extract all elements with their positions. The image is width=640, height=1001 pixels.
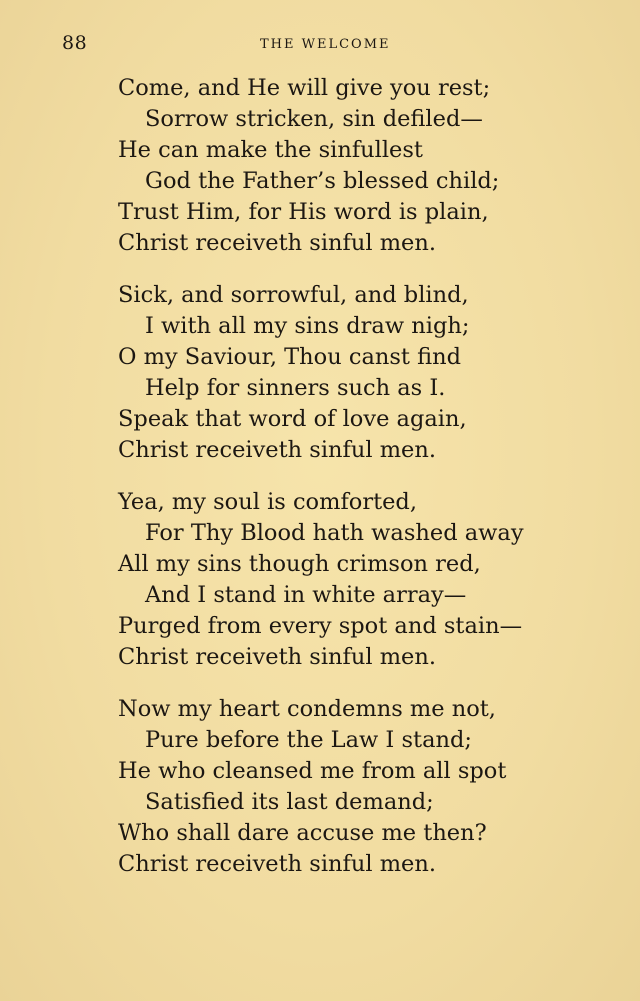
stanza-line: Come, and He will give you rest; bbox=[118, 75, 491, 101]
stanza-line: Christ receiveth sinful men. bbox=[118, 230, 436, 256]
stanza-line: Pure before the Law I stand; bbox=[145, 727, 472, 753]
stanza-4 bbox=[118, 694, 618, 880]
stanza-line: O my Saviour, Thou canst find bbox=[118, 344, 461, 370]
stanza-line: Christ receiveth sinful men. bbox=[118, 851, 436, 877]
stanza-line: All my sins though crimson red, bbox=[118, 551, 481, 577]
running-title: THE WELCOME bbox=[260, 37, 391, 52]
stanza-line: Speak that word of love again, bbox=[118, 406, 467, 432]
stanza-line: Satisfied its last demand; bbox=[145, 789, 434, 815]
stanza-line: Who shall dare accuse me then? bbox=[118, 820, 487, 846]
stanza-line: God the Father’s blessed child; bbox=[145, 168, 500, 194]
page-header bbox=[0, 30, 640, 60]
stanza-3 bbox=[118, 487, 618, 673]
stanza-2 bbox=[118, 280, 618, 466]
stanza-line: Now my heart condemns me not, bbox=[118, 696, 496, 722]
stanza-line: And I stand in white array— bbox=[145, 582, 467, 608]
stanza-line: He can make the sinfullest bbox=[118, 137, 423, 163]
stanza-line: I with all my sins draw nigh; bbox=[145, 313, 470, 339]
stanza-1 bbox=[118, 73, 618, 259]
stanza-line: Trust Him, for His word is plain, bbox=[118, 199, 489, 225]
stanza-line: Sorrow stricken, sin defiled— bbox=[145, 106, 483, 132]
stanza-line: Help for sinners such as I. bbox=[145, 375, 446, 401]
stanza-line: Yea, my soul is comforted, bbox=[118, 489, 417, 515]
hymn-text bbox=[118, 73, 618, 901]
stanza-line: For Thy Blood hath washed away bbox=[145, 520, 524, 546]
stanza-line: Purged from every spot and stain— bbox=[118, 613, 523, 639]
stanza-line: Christ receiveth sinful men. bbox=[118, 644, 436, 670]
stanza-line: Sick, and sorrowful, and blind, bbox=[118, 282, 469, 308]
page-number: 88 bbox=[62, 32, 88, 54]
stanza-line: He who cleansed me from all spot bbox=[118, 758, 507, 784]
stanza-line: Christ receiveth sinful men. bbox=[118, 437, 436, 463]
